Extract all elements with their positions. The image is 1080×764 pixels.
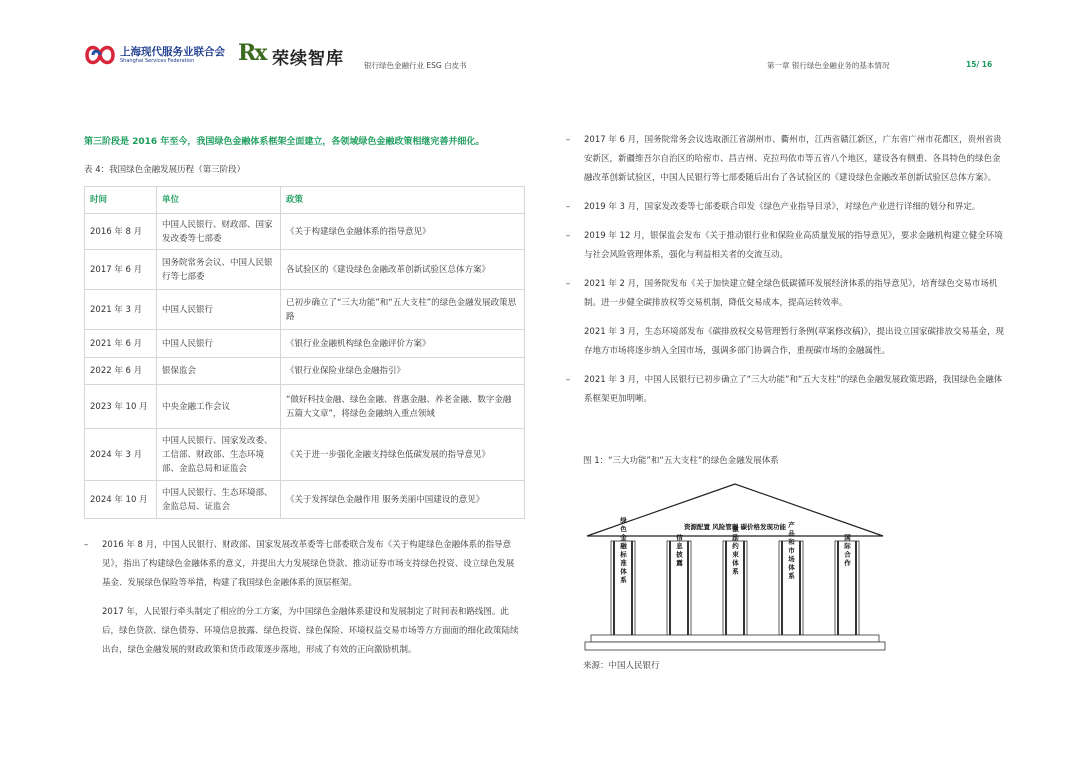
cell-time: 2024 年 10 月 [85, 481, 157, 519]
bullet-text: 2021 年 2 月，国务院发布《关于加快建立健全绿色低碳循环发展经济体系的指导意见》，培育绿色交易市场机制。进一步健全碳排放权等交易机制，降低交易成本，提高运转效率。 [584, 279, 998, 308]
cell-unit: 中国人民银行 [157, 290, 281, 330]
pillar-label: 绿色金融标准体系 [619, 517, 627, 585]
table-row [85, 214, 525, 250]
header-time: 时间 [85, 187, 157, 214]
list-item [566, 198, 1006, 217]
bullet-dash: – [566, 135, 571, 145]
list-item [566, 371, 1006, 409]
cell-time: 2024 年 3 月 [85, 429, 157, 481]
cell-policy: 已初步确立了“三大功能”和“五大支柱”的绿色金融发展政策思路 [281, 290, 525, 330]
cell-policy: 《关于发挥绿色金融作用 服务美丽中国建设的意见》 [281, 481, 525, 519]
federation-logo [84, 40, 234, 70]
bullet-dash: – [84, 540, 89, 550]
cell-time: 2021 年 3 月 [85, 290, 157, 330]
paragraph-2021: 2021 年 3 月，生态环境部发布《碳排放权交易管理暂行条例(草案修改稿)》，提出设立国家碳排放交易基金，现存地方市场将逐步纳入全国市场，强调多部门协调合作，重视碳市场的金融属性。 [584, 327, 1005, 356]
table-row [85, 481, 525, 519]
right-text-block [566, 131, 1006, 419]
table-row [85, 385, 525, 429]
pillar-label: 国际合作 [843, 534, 851, 568]
left-text-block [84, 536, 520, 670]
header-policy: 政策 [281, 187, 525, 214]
cell-unit: 银保监会 [157, 358, 281, 385]
list-item [566, 227, 1006, 265]
figure-caption: 图 1：“三大功能”和“五大支柱”的绿色金融发展体系 [583, 456, 779, 466]
cell-policy: 《银行业金融机构绿色金融评价方案》 [281, 330, 525, 358]
cell-policy: “做好科技金融、绿色金融、普惠金融、养老金融、数字金融五篇大文章”，将绿色金融纳入重点领域 [281, 385, 525, 429]
bullet-dash: – [566, 231, 571, 241]
federation-name-en: Shanghai Services Federation [120, 58, 195, 64]
cell-time: 2021 年 6 月 [85, 330, 157, 358]
table-caption: 表 4：我国绿色金融发展历程（第三阶段） [84, 165, 246, 175]
cell-policy: 《银行业保险业绿色金融指引》 [281, 358, 525, 385]
phase-heading: 第三阶段是 2016 年至今，我国绿色金融体系框架全面建立，各领域绿色金融政策相继完善并细化。 [84, 137, 485, 147]
cell-unit: 中国人民银行、生态环境部、金监总局、证监会 [157, 481, 281, 519]
table-row [85, 330, 525, 358]
cell-policy: 《关于进一步强化金融支持绿色低碳发展的指导意见》 [281, 429, 525, 481]
bullet-text: 2017 年 6 月，国务院常务会议选取浙江省湖州市、衢州市，江西省赣江新区，广东省广州市花都区，贵州省贵安新区，新疆维吾尔自治区的哈密市、昌吉州、克拉玛依市等五省八个地区，建设各有侧重、各具特色的绿色金融改革创新试验区，中国人民银行等七部委随后出台了各试验区的《建设绿色金融改革创新试验区总体方案》。 [584, 135, 1002, 183]
table-header-row [85, 187, 525, 214]
header-unit: 单位 [157, 187, 281, 214]
bullet-text: 2016 年 8 月，中国人民银行、财政部、国家发展改革委等七部委联合发布《关于构建绿色金融体系的指导意见》，指出了构建绿色金融体系的意义，并提出大力发展绿色贷款、推动证券市场支持绿色投资、设立绿色发展基金、发展绿色保险等举措，构建了我国绿色金融体系的顶层框架。 [102, 540, 515, 588]
temple-diagram [583, 482, 888, 652]
table-row [85, 358, 525, 385]
cell-unit: 中国人民银行 [157, 330, 281, 358]
federation-logo-icon [84, 42, 116, 68]
table-row [85, 290, 525, 330]
document-title: 银行绿色金融行业 ESG 白皮书 [364, 61, 467, 70]
paragraph-2017: 2017 年，人民银行牵头制定了相应的分工方案，为中国绿色金融体系建设和发展制定了时间表和路线图。此后，绿色贷款、绿色债券、环境信息披露、绿色投资、绿色保险、环境权益交易市场等方方面面的细化政策陆续出台，绿色金融发展的财政政策和货币政策逐步落地，形成了有效的正向激励机制。 [102, 607, 519, 655]
cell-unit: 国务院常务会议、中国人民银行等七部委 [157, 250, 281, 290]
pillar-label: 激励约束体系 [731, 525, 739, 577]
federation-name-cn: 上海现代服务业联合会 [120, 46, 225, 58]
base-lower [585, 642, 885, 650]
page-number: 15/ 16 [966, 60, 993, 69]
cell-time: 2023 年 10 月 [85, 385, 157, 429]
cell-policy: 各试验区的《建设绿色金融改革创新试验区总体方案》 [281, 250, 525, 290]
bullet-dash: – [566, 375, 571, 385]
think-tank-logo [238, 40, 368, 68]
cell-unit: 中国人民银行、国家发改委、工信部、财政部、生态环境部、金监总局和证监会 [157, 429, 281, 481]
cell-time: 2016 年 8 月 [85, 214, 157, 250]
pillar-label: 产品和市场体系 [787, 521, 795, 581]
cell-unit: 中央金融工作会议 [157, 385, 281, 429]
chapter-title: 第一章 银行绿色金融业务的基本情况 [767, 61, 890, 70]
bullet-dash: – [566, 279, 571, 289]
pillar-label: 信息披露 [675, 534, 683, 568]
figure-source: 来源：中国人民银行 [583, 661, 660, 671]
think-tank-mark: Rx [238, 40, 266, 66]
temple-diagram-svg [583, 482, 888, 652]
cell-policy: 《关于构建绿色金融体系的指导意见》 [281, 214, 525, 250]
list-item [84, 536, 520, 593]
list-item [566, 131, 1006, 188]
cell-time: 2017 年 6 月 [85, 250, 157, 290]
bullet-text: 2019 年 12 月，银保监会发布《关于推动银行业和保险业高质量发展的指导意见》，要求金融机构建立健全环境与社会风险管理体系，强化与利益相关者的交流互动。 [584, 231, 1003, 260]
table-row [85, 429, 525, 481]
roof-label: 资源配置 风险管理 碳价格发现功能 [683, 523, 787, 531]
bullet-text: 2021 年 3 月，中国人民银行已初步确立了“三大功能”和“五大支柱”的绿色金融发展政策思路，我国绿色金融体系框架更加明晰。 [584, 375, 1003, 404]
table-row [85, 250, 525, 290]
list-item [566, 275, 1006, 313]
bullet-text: 2019 年 3 月，国家发改委等七部委联合印发《绿色产业指导目录》，对绿色产业进行详细的划分和界定。 [584, 202, 981, 212]
cell-unit: 中国人民银行、财政部、国家发改委等七部委 [157, 214, 281, 250]
bullet-dash: – [566, 202, 571, 212]
base-upper [591, 635, 879, 642]
history-table [84, 186, 525, 519]
think-tank-name: 荣续智库 [272, 49, 344, 69]
cell-time: 2022 年 6 月 [85, 358, 157, 385]
